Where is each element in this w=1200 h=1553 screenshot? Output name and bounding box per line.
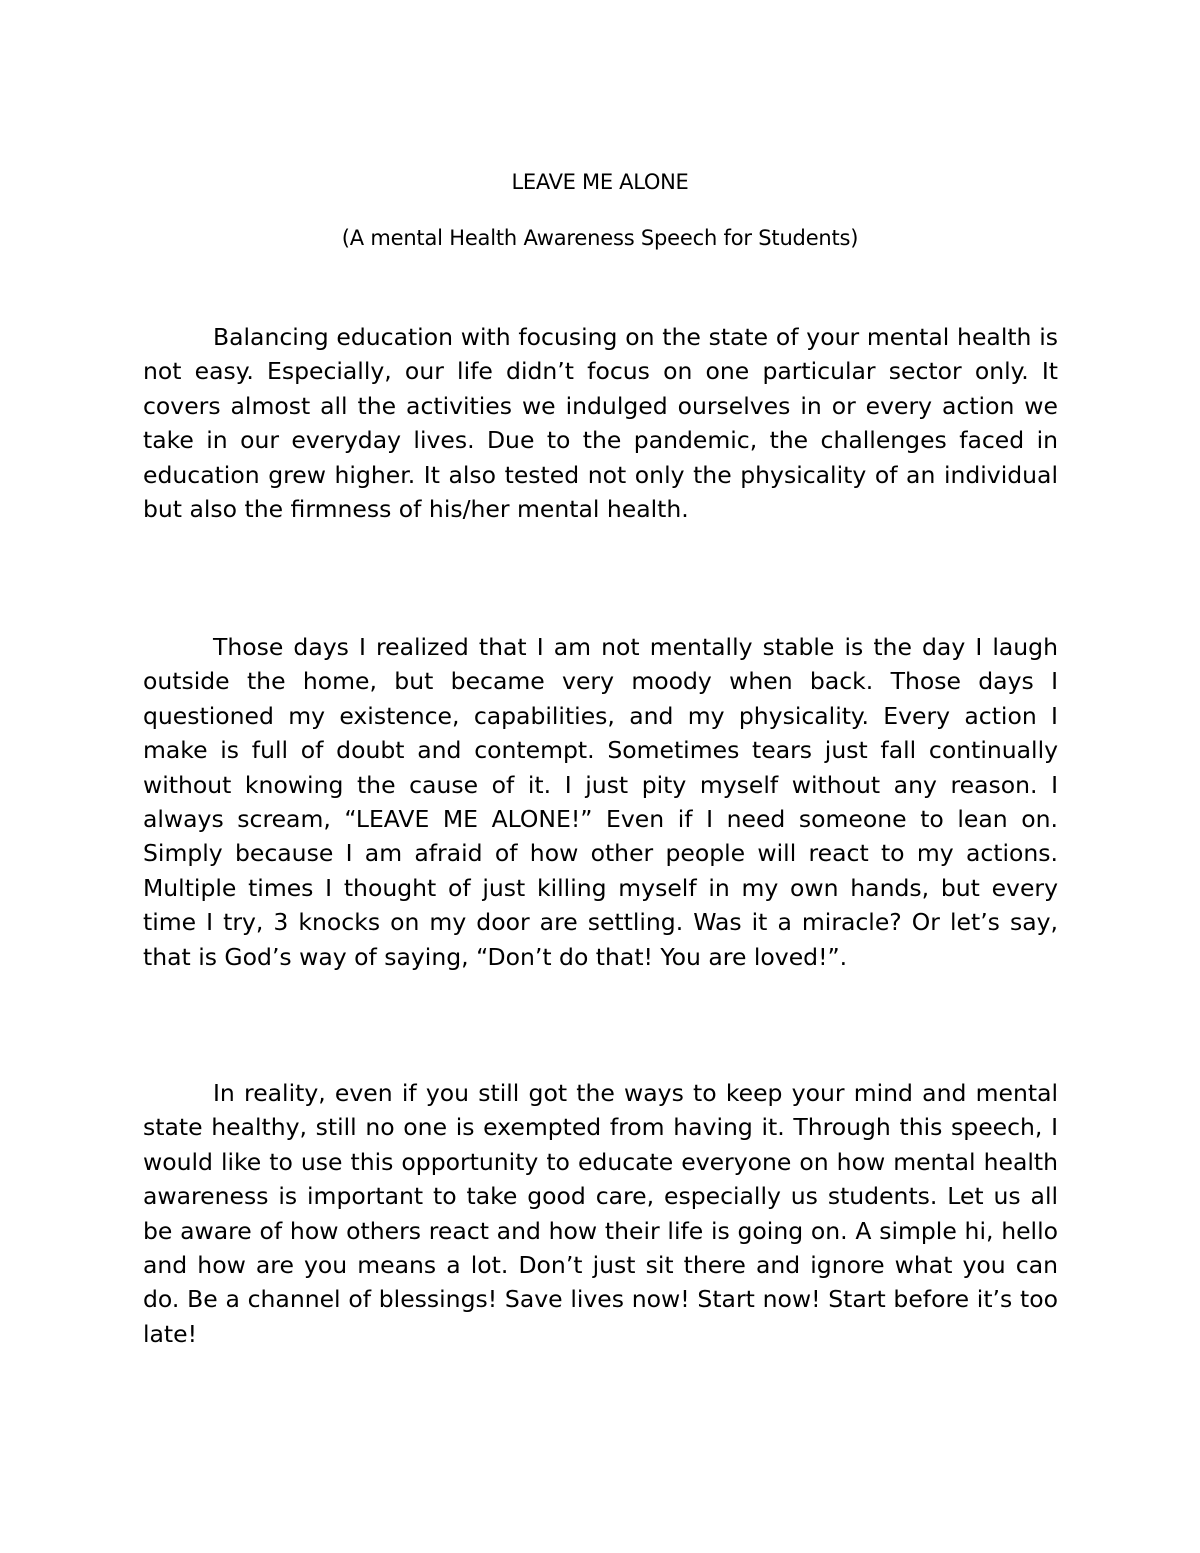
document-subtitle: (A mental Health Awareness Speech for Students) xyxy=(341,226,859,250)
paragraph-2: Those days I realized that I am not mentally stable is the day I laugh outside the home, but became very moody when back. Those days I questioned my existence, capabilities, and my physicality. Every action I make is full of doubt and contempt. Sometimes tears just fall continually without knowing the cause of it. I just pity myself without any reason. I always scream, “LEAVE ME ALONE!” Even if I need someone to lean on. Simply because I am afraid of how other people will react to my actions. Multiple times I thought of just killing myself in my own hands, but every time I try, 3 knocks on my door are settling. Was it a miracle? Or let’s say, that is God’s way of saying, “Don’t do that! You are loved!”. xyxy=(143,633,1058,971)
document-title: LEAVE ME ALONE xyxy=(511,170,689,194)
paragraph-1: Balancing education with focusing on the state of your mental health is not easy. Especially, our life didn’t focus on one particular sector only. It covers almost all the activities we indulged ourselves in or every action we take in our everyday lives. Due to the pandemic, the challenges faced in education grew higher. It also tested not only the physicality of an individual but also the firmness of his/her mental health. xyxy=(143,323,1058,524)
paragraph-3: In reality, even if you still got the ways to keep your mind and mental state healthy, still no one is exempted from having it. Through this speech, I would like to use this opportunity to educate everyone on how mental health awareness is important to take good care, especially us students. Let us all be aware of how others react and how their life is going on. A simple hi, hello and how are you means a lot. Don’t just sit there and ignore what you can do. Be a channel of blessings! Save lives now! Start now! Start before it’s too late! xyxy=(143,1079,1058,1348)
